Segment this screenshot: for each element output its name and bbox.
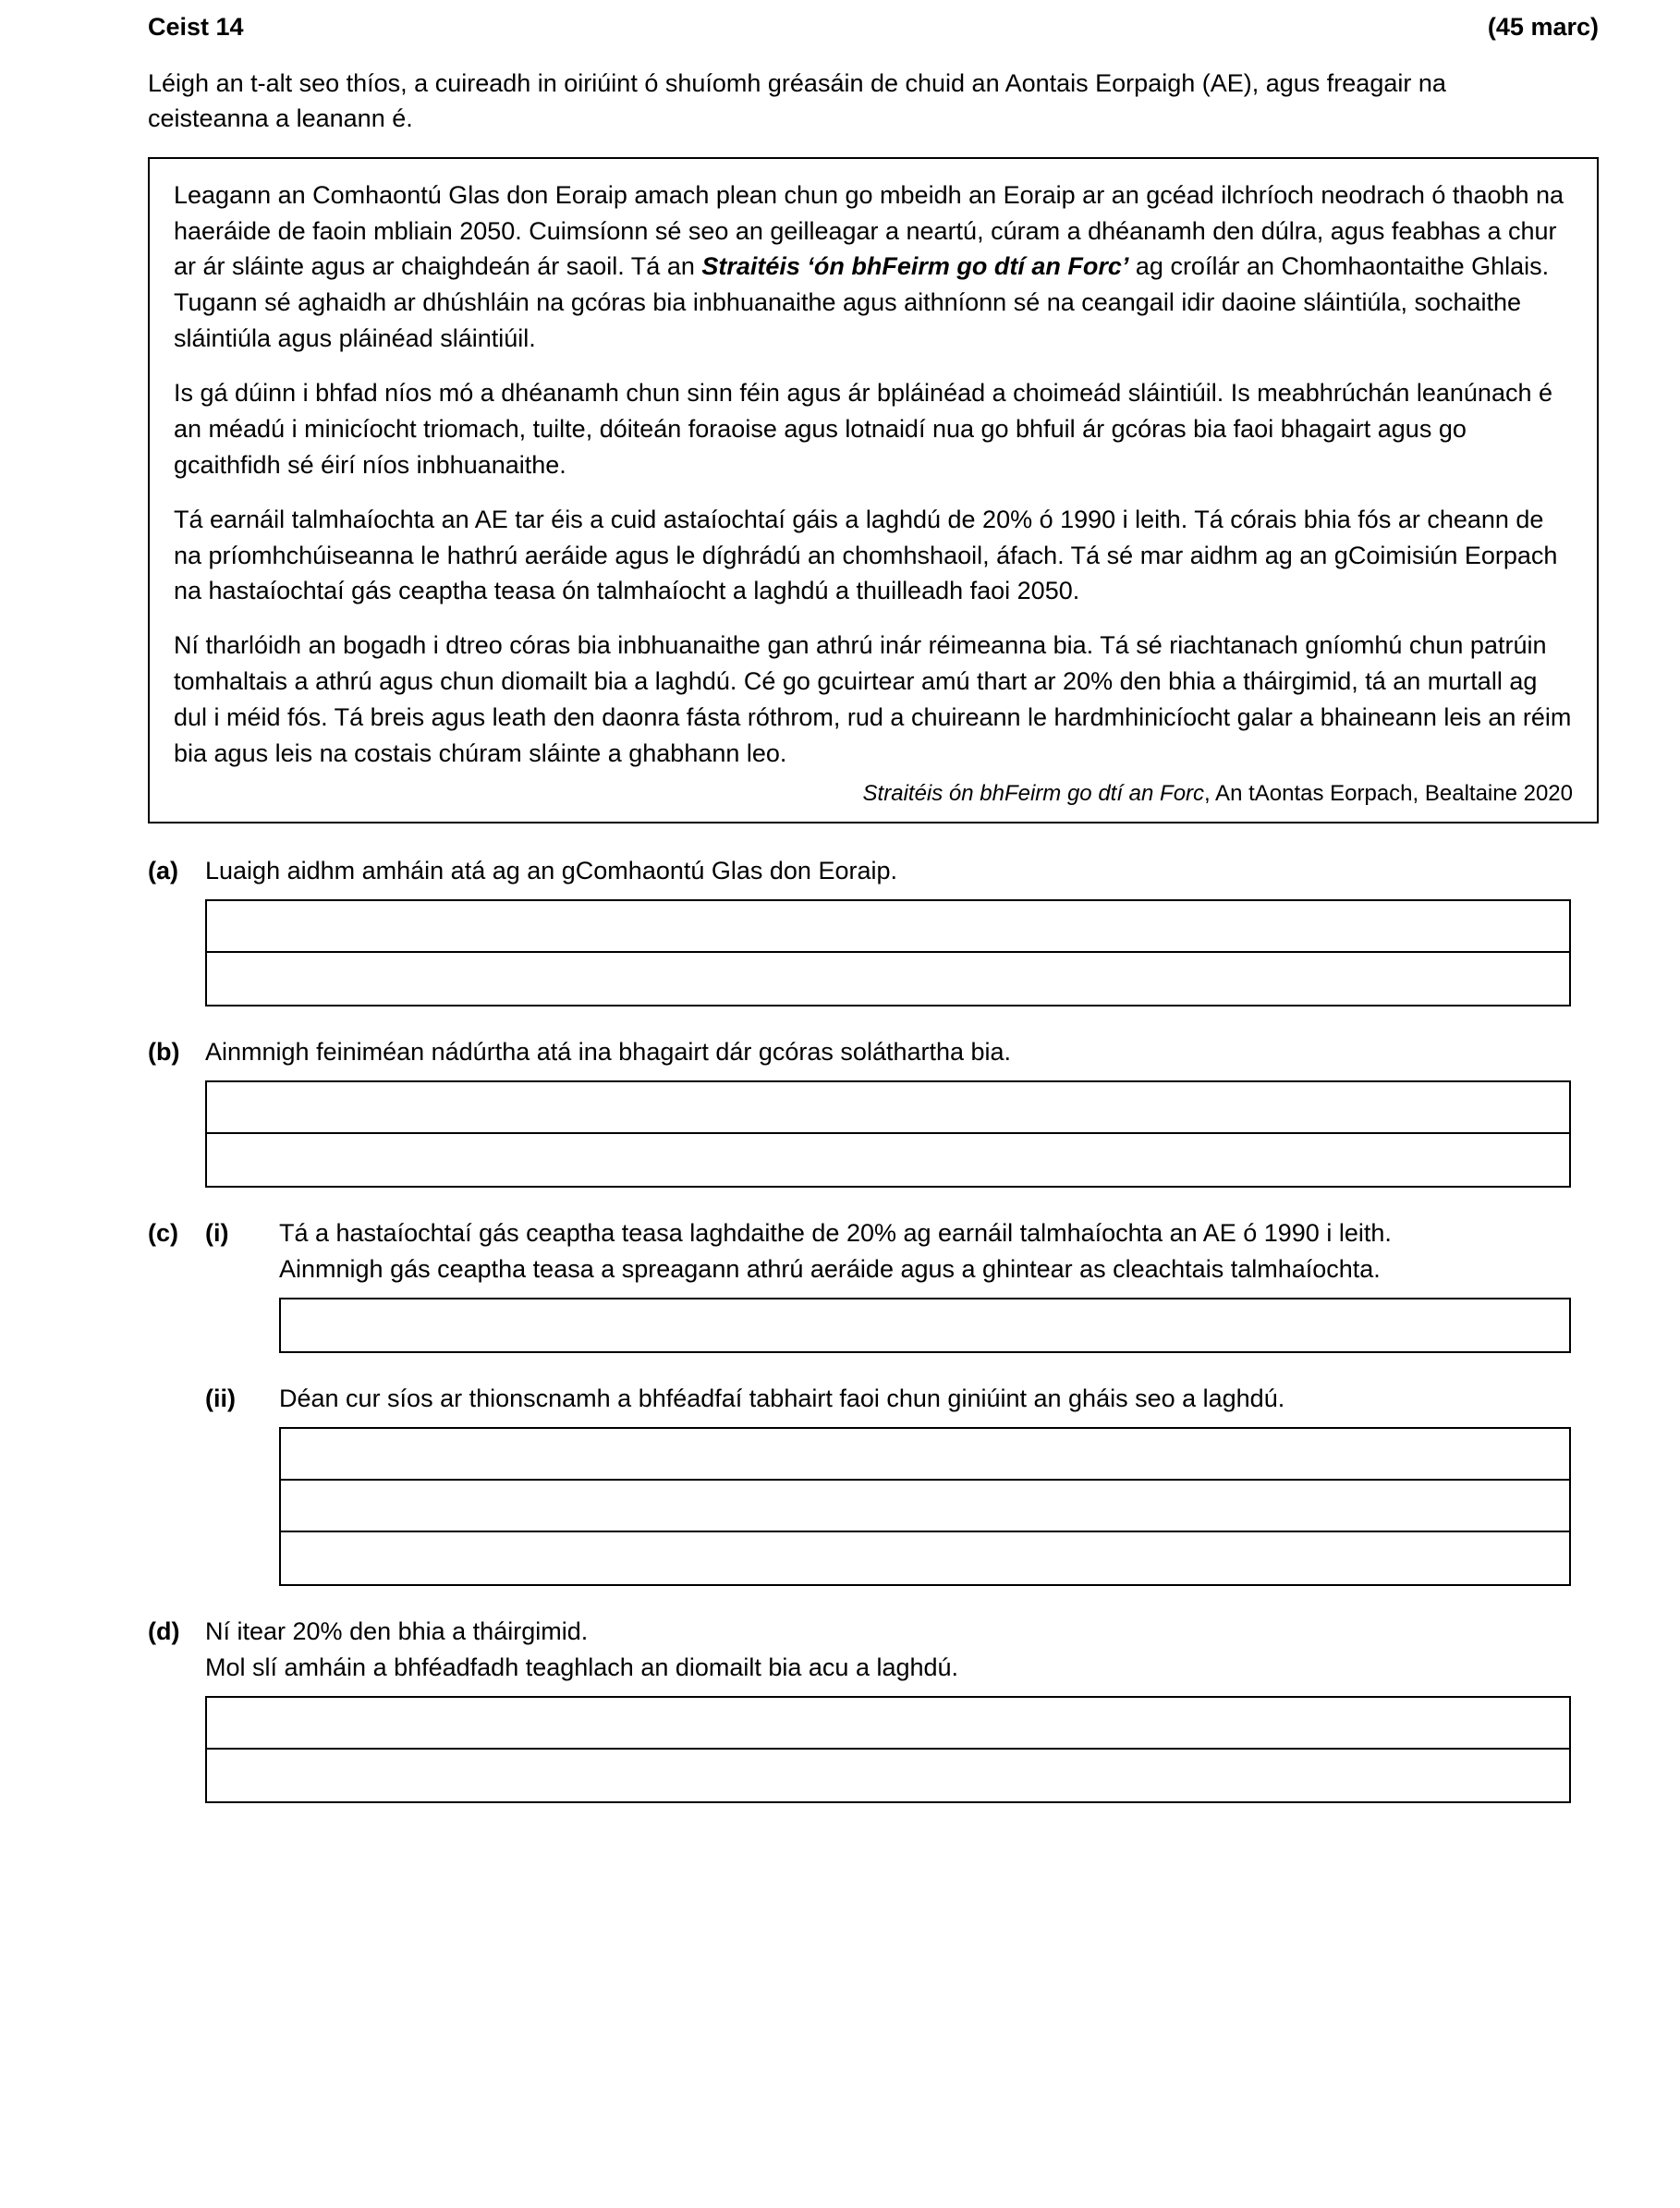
question-a xyxy=(148,853,1599,1006)
answer-box-a[interactable] xyxy=(205,899,1571,1006)
extract-paragraph-1 xyxy=(174,177,1573,357)
question-b-label: (b) xyxy=(148,1038,180,1067)
extract-text-run: ag croílár an Chomhaontaithe Ghlais. Tugann sé aghaidh ar dhúshláin na gcóras bia inbhuanaithe agus aithníonn sé na ceangail idir daoine sláintiúla, sochaithe sláintiúla agus pláinéad sláintiúil. xyxy=(174,252,1550,353)
question-c-ii-text: Déan cur síos ar thionscnamh a bhféadfaí tabhairt faoi chun giniúint an gháis seo a laghdú. xyxy=(279,1385,1285,1413)
extract-paragraph-4: Ní tharlóidh an bogadh i dtreo córas bia inbhuanaithe gan athrú inár réimeanna bia. Tá sé riachtanach gníomhú chun patrúin tomhaltais a athrú agus chun diomailt bia a laghdú. Cé go gcuirtear amú thart ar 20% den bhia a tháirgimid, tá an murtall ag dul i méid fós. Tá breis agus leath den daonra fásta róthrom, rud a chuireann le hardmhinicíocht galar a bhaineann leis an réim bia agus leis na costais chúram sláinte a ghabhann leo. xyxy=(174,631,1572,767)
answer-line[interactable] xyxy=(281,1429,1569,1481)
question-d xyxy=(148,1614,1599,1803)
question-c-i-label: (i) xyxy=(205,1219,229,1248)
extract-text-run: Leagann an Comhaontú Glas don Eoraip amach plean chun go mbeidh an Eoraip ar an gcéad ilchríoch neodrach ó thaobh na haeráide de faoin mbliain 2050. Cuimsíonn sé seo an geilleagar a neartú, cúram a dhéanamh den dúlra, agus feabhas a chur ar ár sláinte agus ar chaighdeán ár saoil. Tá an xyxy=(174,180,1564,281)
marks-allocation: (45 marc) xyxy=(1487,13,1599,41)
answer-line[interactable] xyxy=(207,901,1569,953)
answer-box-c-ii[interactable] xyxy=(279,1427,1571,1586)
question-c-ii-label: (ii) xyxy=(205,1385,236,1413)
instruction-text: Léigh an t-alt seo thíos, a cuireadh in oiriúint ó shuíomh gréasáin de chuid an Aontais Eorpaigh (AE), agus freagair na ceisteanna a leanann é. xyxy=(148,69,1446,133)
extract-paragraph-3: Tá earnáil talmhaíochta an AE tar éis a cuid astaíochtaí gáis a laghdú de 20% ó 1990 i leith. Tá córais bhia fós ar cheann de na príomhchúiseanna le hathrú aeráide agus le díghrádú an chomhshaoil, áfach. Tá sé mar aidhm ag an gCoimisiún Eorpach na hastaíochtaí gás ceaptha teasa ón talmhaíocht a laghdú a thuilleadh faoi 2050. xyxy=(174,505,1558,605)
page-header xyxy=(148,13,1599,42)
source-publisher: , An tAontas Eorpach, Bealtaine 2020 xyxy=(1204,780,1573,806)
answer-line[interactable] xyxy=(207,1134,1569,1186)
answer-line[interactable] xyxy=(207,1698,1569,1750)
answer-line[interactable] xyxy=(281,1532,1569,1584)
extract-paragraph-2: Is gá dúinn i bhfad níos mó a dhéanamh chun sinn féin agus ár bpláinéad a choimeád sláintiúil. Is meabhrúchán leanúnach é an méadú i minicíocht triomach, tuilte, dóiteán foraoise agus lotnaidí nua go bhfuil ár gcóras bia faoi bhagairt agus go gcaithfidh sé éirí níos inbhuanaithe. xyxy=(174,379,1553,479)
question-a-text: Luaigh aidhm amháin atá ag an gComhaontú Glas don Eoraip. xyxy=(205,856,897,884)
answer-box-b[interactable] xyxy=(205,1080,1571,1188)
answer-line[interactable] xyxy=(207,953,1569,1005)
question-a-label: (a) xyxy=(148,856,178,884)
answer-line[interactable] xyxy=(281,1481,1569,1532)
question-c xyxy=(148,1215,1599,1586)
question-b-text: Ainmnigh feiniméan nádúrtha atá ina bhagairt dár gcóras soláthartha bia. xyxy=(205,1038,1012,1067)
source-extract-box xyxy=(148,157,1599,823)
answer-box-d[interactable] xyxy=(205,1696,1571,1803)
question-d-label: (d) xyxy=(148,1617,180,1646)
question-d-text-line1: Ní itear 20% den bhia a tháirgimid. xyxy=(205,1617,589,1646)
answer-line[interactable] xyxy=(207,1750,1569,1801)
question-c-i-text: Tá a hastaíochtaí gás ceaptha teasa laghdaithe de 20% ag earnáil talmhaíochta an AE ó 1990 i leith. Ainmnigh gás ceaptha teasa a spreagann athrú aeráide agus a ghintear as cleachtais talmhaíochta. xyxy=(279,1219,1392,1283)
source-title: Straitéis ón bhFeirm go dtí an Forc xyxy=(862,780,1205,806)
answer-box-c-i[interactable] xyxy=(279,1298,1571,1353)
question-b xyxy=(148,1034,1599,1188)
question-c-label: (c) xyxy=(148,1219,178,1248)
question-number: Ceist 14 xyxy=(148,13,244,41)
extract-source-attribution xyxy=(174,781,1573,807)
question-d-text-line2: Mol slí amháin a bhféadfadh teaghlach an diomailt bia acu a laghdú. xyxy=(205,1653,959,1681)
answer-line[interactable] xyxy=(281,1299,1569,1351)
extract-strategy-title: Straitéis ‘ón bhFeirm go dtí an Forc’ xyxy=(701,252,1129,281)
answer-line[interactable] xyxy=(207,1082,1569,1134)
